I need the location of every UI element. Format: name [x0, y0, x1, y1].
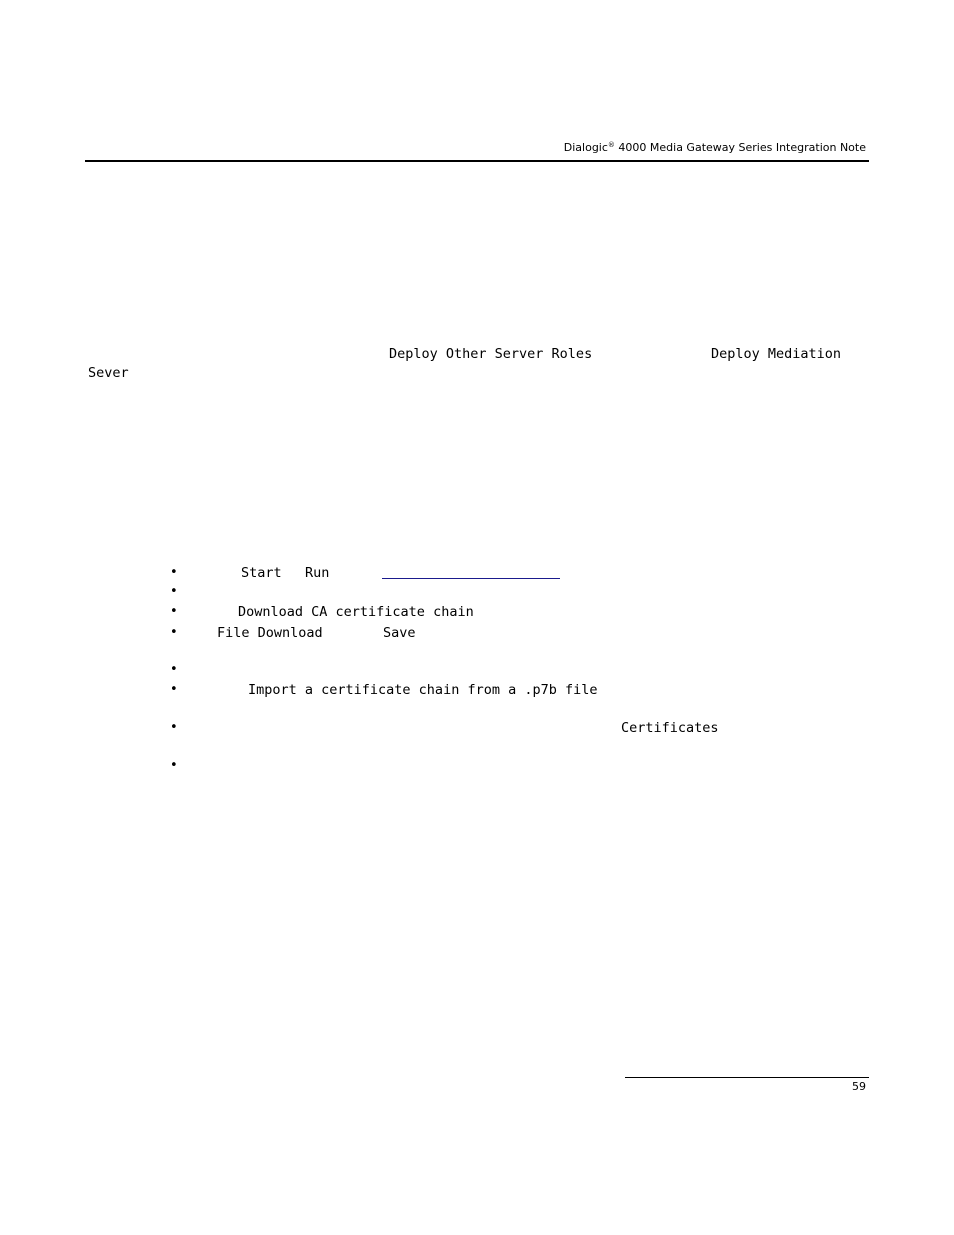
import-chain-text: Import a certificate chain from a .p7b file	[248, 682, 598, 698]
download-ca-chain-text: Download CA certificate chain	[238, 604, 474, 620]
start-text: Start	[241, 565, 282, 581]
bullet-marker: •	[170, 682, 178, 697]
bullet-marker: •	[170, 565, 178, 580]
deploy-mediation: Deploy Mediation	[711, 346, 842, 362]
header-rule	[85, 160, 869, 162]
header-brand: Dialogic	[563, 141, 608, 154]
deploy-other-server-roles: Deploy Other Server Roles	[389, 346, 593, 362]
bullet-marker: •	[170, 604, 178, 619]
bullet-marker: •	[170, 758, 178, 773]
registered-mark: ®	[607, 141, 615, 149]
save-text: Save	[383, 625, 416, 641]
header-title: 4000 Media Gateway Series Integration Note	[614, 141, 866, 154]
sever-text: Sever	[88, 365, 129, 381]
footer-rule	[625, 1077, 869, 1078]
bullet-marker: •	[170, 625, 178, 640]
bullet-marker: •	[170, 584, 178, 599]
bullet-marker: •	[170, 662, 178, 677]
page-number: 59	[852, 1080, 866, 1093]
hyperlink-underline[interactable]	[382, 578, 560, 579]
file-download-text: File Download	[217, 625, 323, 641]
bullet-marker: •	[170, 720, 178, 735]
run-text: Run	[305, 565, 330, 581]
certificates-text: Certificates	[621, 720, 719, 736]
running-header	[564, 141, 866, 154]
